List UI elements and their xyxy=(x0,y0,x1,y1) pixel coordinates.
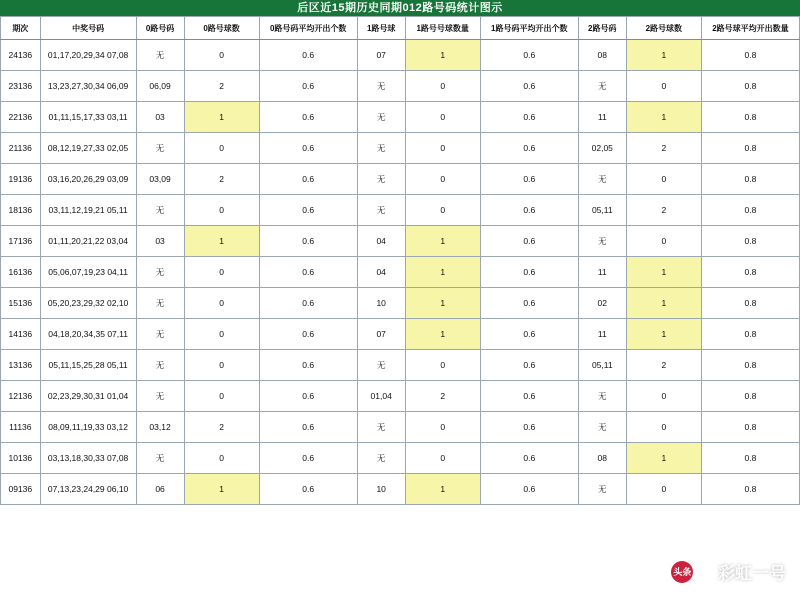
cell-r1-code: 10 xyxy=(357,474,405,505)
cell-r1-code: 无 xyxy=(357,133,405,164)
cell-winning-numbers: 13,23,27,30,34 06,09 xyxy=(40,71,136,102)
cell-r0-code: 03,09 xyxy=(136,164,184,195)
cell-r1-count: 0 xyxy=(405,71,480,102)
cell-r2-code: 02 xyxy=(578,288,626,319)
cell-r1-average: 0.6 xyxy=(480,40,578,71)
cell-r1-code: 无 xyxy=(357,102,405,133)
cell-period: 14136 xyxy=(1,319,41,350)
cell-r1-count: 1 xyxy=(405,319,480,350)
cell-r0-count: 2 xyxy=(184,164,259,195)
table-row xyxy=(1,40,800,71)
cell-r0-code: 无 xyxy=(136,288,184,319)
cell-r0-code: 无 xyxy=(136,257,184,288)
cell-r0-count: 0 xyxy=(184,40,259,71)
cell-r1-code: 无 xyxy=(357,164,405,195)
cell-r0-code: 06,09 xyxy=(136,71,184,102)
cell-r1-code: 10 xyxy=(357,288,405,319)
cell-r2-average: 0.8 xyxy=(701,71,799,102)
cell-r1-average: 0.6 xyxy=(480,319,578,350)
cell-r1-average: 0.6 xyxy=(480,133,578,164)
cell-period: 15136 xyxy=(1,288,41,319)
cell-r1-average: 0.6 xyxy=(480,381,578,412)
cell-r0-code: 无 xyxy=(136,40,184,71)
cell-r1-average: 0.6 xyxy=(480,257,578,288)
cell-r1-count: 2 xyxy=(405,381,480,412)
cell-r0-count: 0 xyxy=(184,288,259,319)
cell-period: 18136 xyxy=(1,195,41,226)
cell-r1-code: 04 xyxy=(357,226,405,257)
table-row xyxy=(1,381,800,412)
cell-r2-code: 无 xyxy=(578,71,626,102)
watermark-text: 彩虹一号 xyxy=(718,564,786,583)
cell-r2-average: 0.8 xyxy=(701,412,799,443)
cell-r2-count: 1 xyxy=(626,257,701,288)
table-row xyxy=(1,226,800,257)
cell-r0-average: 0.6 xyxy=(259,226,357,257)
table-row xyxy=(1,412,800,443)
stats-table xyxy=(0,16,800,505)
cell-r0-count: 1 xyxy=(184,474,259,505)
cell-r2-count: 0 xyxy=(626,226,701,257)
cell-r1-average: 0.6 xyxy=(480,102,578,133)
table-header-row xyxy=(1,17,800,40)
cell-winning-numbers: 05,06,07,19,23 04,11 xyxy=(40,257,136,288)
cell-r2-average: 0.8 xyxy=(701,226,799,257)
cell-r0-average: 0.6 xyxy=(259,195,357,226)
cell-period: 21136 xyxy=(1,133,41,164)
cell-winning-numbers: 02,23,29,30,31 01,04 xyxy=(40,381,136,412)
cell-period: 13136 xyxy=(1,350,41,381)
cell-r1-code: 04 xyxy=(357,257,405,288)
cell-r1-average: 0.6 xyxy=(480,443,578,474)
cell-r1-count: 0 xyxy=(405,443,480,474)
cell-r1-code: 01,04 xyxy=(357,381,405,412)
cell-r0-average: 0.6 xyxy=(259,102,357,133)
cell-r2-count: 1 xyxy=(626,102,701,133)
table-row xyxy=(1,102,800,133)
cell-r0-average: 0.6 xyxy=(259,319,357,350)
cell-r0-average: 0.6 xyxy=(259,257,357,288)
table-row xyxy=(1,443,800,474)
cell-r0-code: 03 xyxy=(136,226,184,257)
cell-r2-count: 2 xyxy=(626,350,701,381)
cell-r2-count: 0 xyxy=(626,381,701,412)
column-header-r0-code: 0路号码 xyxy=(136,17,184,40)
cell-r2-average: 0.8 xyxy=(701,257,799,288)
cell-r1-count: 0 xyxy=(405,412,480,443)
cell-r2-code: 无 xyxy=(578,381,626,412)
cell-r2-average: 0.8 xyxy=(701,319,799,350)
cell-r0-count: 0 xyxy=(184,350,259,381)
table-row xyxy=(1,257,800,288)
cell-r1-count: 1 xyxy=(405,288,480,319)
watermark xyxy=(671,559,786,584)
cell-r0-count: 2 xyxy=(184,71,259,102)
cell-r1-count: 1 xyxy=(405,257,480,288)
column-header-r0-count: 0路号球数 xyxy=(184,17,259,40)
cell-r1-code: 无 xyxy=(357,350,405,381)
cell-r2-average: 0.8 xyxy=(701,164,799,195)
cell-r1-code: 无 xyxy=(357,443,405,474)
cell-r2-code: 11 xyxy=(578,102,626,133)
watermark-badge: 头条 xyxy=(671,561,693,583)
cell-r1-count: 0 xyxy=(405,133,480,164)
column-header-r0-average: 0路号码平均开出个数 xyxy=(259,17,357,40)
cell-r1-code: 无 xyxy=(357,412,405,443)
cell-winning-numbers: 08,09,11,19,33 03,12 xyxy=(40,412,136,443)
cell-period: 24136 xyxy=(1,40,41,71)
cell-winning-numbers: 03,16,20,26,29 03,09 xyxy=(40,164,136,195)
cell-r2-average: 0.8 xyxy=(701,474,799,505)
cell-r0-code: 03,12 xyxy=(136,412,184,443)
cell-r2-count: 1 xyxy=(626,443,701,474)
cell-period: 23136 xyxy=(1,71,41,102)
cell-r1-average: 0.6 xyxy=(480,226,578,257)
cell-period: 12136 xyxy=(1,381,41,412)
cell-r1-code: 无 xyxy=(357,195,405,226)
cell-winning-numbers: 01,11,15,17,33 03,11 xyxy=(40,102,136,133)
cell-r2-code: 05,11 xyxy=(578,195,626,226)
cell-r1-code: 07 xyxy=(357,40,405,71)
cell-r0-count: 0 xyxy=(184,257,259,288)
cell-r0-count: 2 xyxy=(184,412,259,443)
cell-r2-average: 0.8 xyxy=(701,443,799,474)
cell-r2-count: 2 xyxy=(626,195,701,226)
cell-r2-code: 11 xyxy=(578,319,626,350)
cell-winning-numbers: 08,12,19,27,33 02,05 xyxy=(40,133,136,164)
cell-r0-count: 0 xyxy=(184,319,259,350)
cell-r0-count: 1 xyxy=(184,226,259,257)
cell-r0-average: 0.6 xyxy=(259,40,357,71)
cell-r2-code: 11 xyxy=(578,257,626,288)
cell-r2-average: 0.8 xyxy=(701,288,799,319)
cell-r1-average: 0.6 xyxy=(480,195,578,226)
page-title: 后区近15期历史同期012路号码统计图示 xyxy=(0,0,800,16)
cell-r0-count: 0 xyxy=(184,381,259,412)
cell-r0-average: 0.6 xyxy=(259,412,357,443)
cell-r0-code: 06 xyxy=(136,474,184,505)
table-row xyxy=(1,474,800,505)
cell-r0-code: 无 xyxy=(136,133,184,164)
cell-winning-numbers: 01,17,20,29,34 07,08 xyxy=(40,40,136,71)
cell-r0-code: 无 xyxy=(136,319,184,350)
cell-r1-count: 1 xyxy=(405,40,480,71)
cell-r0-average: 0.6 xyxy=(259,288,357,319)
cell-r2-average: 0.8 xyxy=(701,40,799,71)
column-header-r1-count: 1路号号球数量 xyxy=(405,17,480,40)
cell-r1-count: 1 xyxy=(405,226,480,257)
cell-r2-count: 0 xyxy=(626,164,701,195)
cell-r2-count: 2 xyxy=(626,133,701,164)
cell-r1-count: 0 xyxy=(405,350,480,381)
cell-r2-average: 0.8 xyxy=(701,381,799,412)
table-body xyxy=(1,40,800,505)
cell-r0-average: 0.6 xyxy=(259,71,357,102)
table-row xyxy=(1,195,800,226)
cell-r2-code: 无 xyxy=(578,412,626,443)
cell-r0-code: 03 xyxy=(136,102,184,133)
cell-r0-average: 0.6 xyxy=(259,164,357,195)
cell-r2-count: 1 xyxy=(626,319,701,350)
cell-period: 17136 xyxy=(1,226,41,257)
cell-r2-code: 08 xyxy=(578,443,626,474)
cell-r0-average: 0.6 xyxy=(259,381,357,412)
cell-r0-average: 0.6 xyxy=(259,133,357,164)
cell-r2-count: 1 xyxy=(626,40,701,71)
cell-r0-code: 无 xyxy=(136,195,184,226)
cell-winning-numbers: 03,11,12,19,21 05,11 xyxy=(40,195,136,226)
cell-r1-count: 0 xyxy=(405,195,480,226)
cell-period: 11136 xyxy=(1,412,41,443)
cell-r2-average: 0.8 xyxy=(701,195,799,226)
column-header-r2-average: 2路号球平均开出数量 xyxy=(701,17,799,40)
cell-r1-average: 0.6 xyxy=(480,474,578,505)
cell-r2-code: 05,11 xyxy=(578,350,626,381)
table-row xyxy=(1,71,800,102)
cell-r1-count: 0 xyxy=(405,102,480,133)
column-header-r2-count: 2路号球数 xyxy=(626,17,701,40)
watermark-at-symbol: @ xyxy=(698,563,713,580)
cell-winning-numbers: 05,11,15,25,28 05,11 xyxy=(40,350,136,381)
cell-r1-count: 0 xyxy=(405,164,480,195)
cell-r2-average: 0.8 xyxy=(701,133,799,164)
cell-r2-count: 0 xyxy=(626,71,701,102)
cell-r2-code: 02,05 xyxy=(578,133,626,164)
table-row xyxy=(1,350,800,381)
cell-r0-count: 0 xyxy=(184,133,259,164)
cell-r0-count: 0 xyxy=(184,195,259,226)
cell-winning-numbers: 07,13,23,24,29 06,10 xyxy=(40,474,136,505)
cell-r1-average: 0.6 xyxy=(480,412,578,443)
table-row xyxy=(1,319,800,350)
cell-r1-code: 07 xyxy=(357,319,405,350)
column-header-r1-average: 1路号码平均开出个数 xyxy=(480,17,578,40)
cell-r0-code: 无 xyxy=(136,350,184,381)
cell-r2-code: 无 xyxy=(578,226,626,257)
cell-r2-average: 0.8 xyxy=(701,102,799,133)
column-header-period: 期次 xyxy=(1,17,41,40)
cell-r1-average: 0.6 xyxy=(480,71,578,102)
cell-r1-average: 0.6 xyxy=(480,164,578,195)
cell-r0-code: 无 xyxy=(136,381,184,412)
cell-r0-count: 0 xyxy=(184,443,259,474)
cell-period: 09136 xyxy=(1,474,41,505)
cell-winning-numbers: 04,18,20,34,35 07,11 xyxy=(40,319,136,350)
cell-r2-count: 1 xyxy=(626,288,701,319)
cell-r0-average: 0.6 xyxy=(259,474,357,505)
cell-period: 10136 xyxy=(1,443,41,474)
cell-r2-count: 0 xyxy=(626,412,701,443)
cell-r2-code: 08 xyxy=(578,40,626,71)
cell-r1-code: 无 xyxy=(357,71,405,102)
cell-r1-average: 0.6 xyxy=(480,288,578,319)
cell-period: 16136 xyxy=(1,257,41,288)
cell-r1-average: 0.6 xyxy=(480,350,578,381)
cell-r0-average: 0.6 xyxy=(259,350,357,381)
cell-r2-count: 0 xyxy=(626,474,701,505)
cell-winning-numbers: 03,13,18,30,33 07,08 xyxy=(40,443,136,474)
cell-period: 22136 xyxy=(1,102,41,133)
cell-r1-count: 1 xyxy=(405,474,480,505)
column-header-winning-numbers: 中奖号码 xyxy=(40,17,136,40)
cell-period: 19136 xyxy=(1,164,41,195)
table-row xyxy=(1,164,800,195)
cell-winning-numbers: 05,20,23,29,32 02,10 xyxy=(40,288,136,319)
cell-r2-code: 无 xyxy=(578,474,626,505)
cell-r0-count: 1 xyxy=(184,102,259,133)
cell-winning-numbers: 01,11,20,21,22 03,04 xyxy=(40,226,136,257)
cell-r2-average: 0.8 xyxy=(701,350,799,381)
table-header xyxy=(1,17,800,40)
column-header-r1-code: 1路号球 xyxy=(357,17,405,40)
column-header-r2-code: 2路号码 xyxy=(578,17,626,40)
cell-r0-average: 0.6 xyxy=(259,443,357,474)
cell-r2-code: 无 xyxy=(578,164,626,195)
table-row xyxy=(1,133,800,164)
table-row xyxy=(1,288,800,319)
cell-r0-code: 无 xyxy=(136,443,184,474)
